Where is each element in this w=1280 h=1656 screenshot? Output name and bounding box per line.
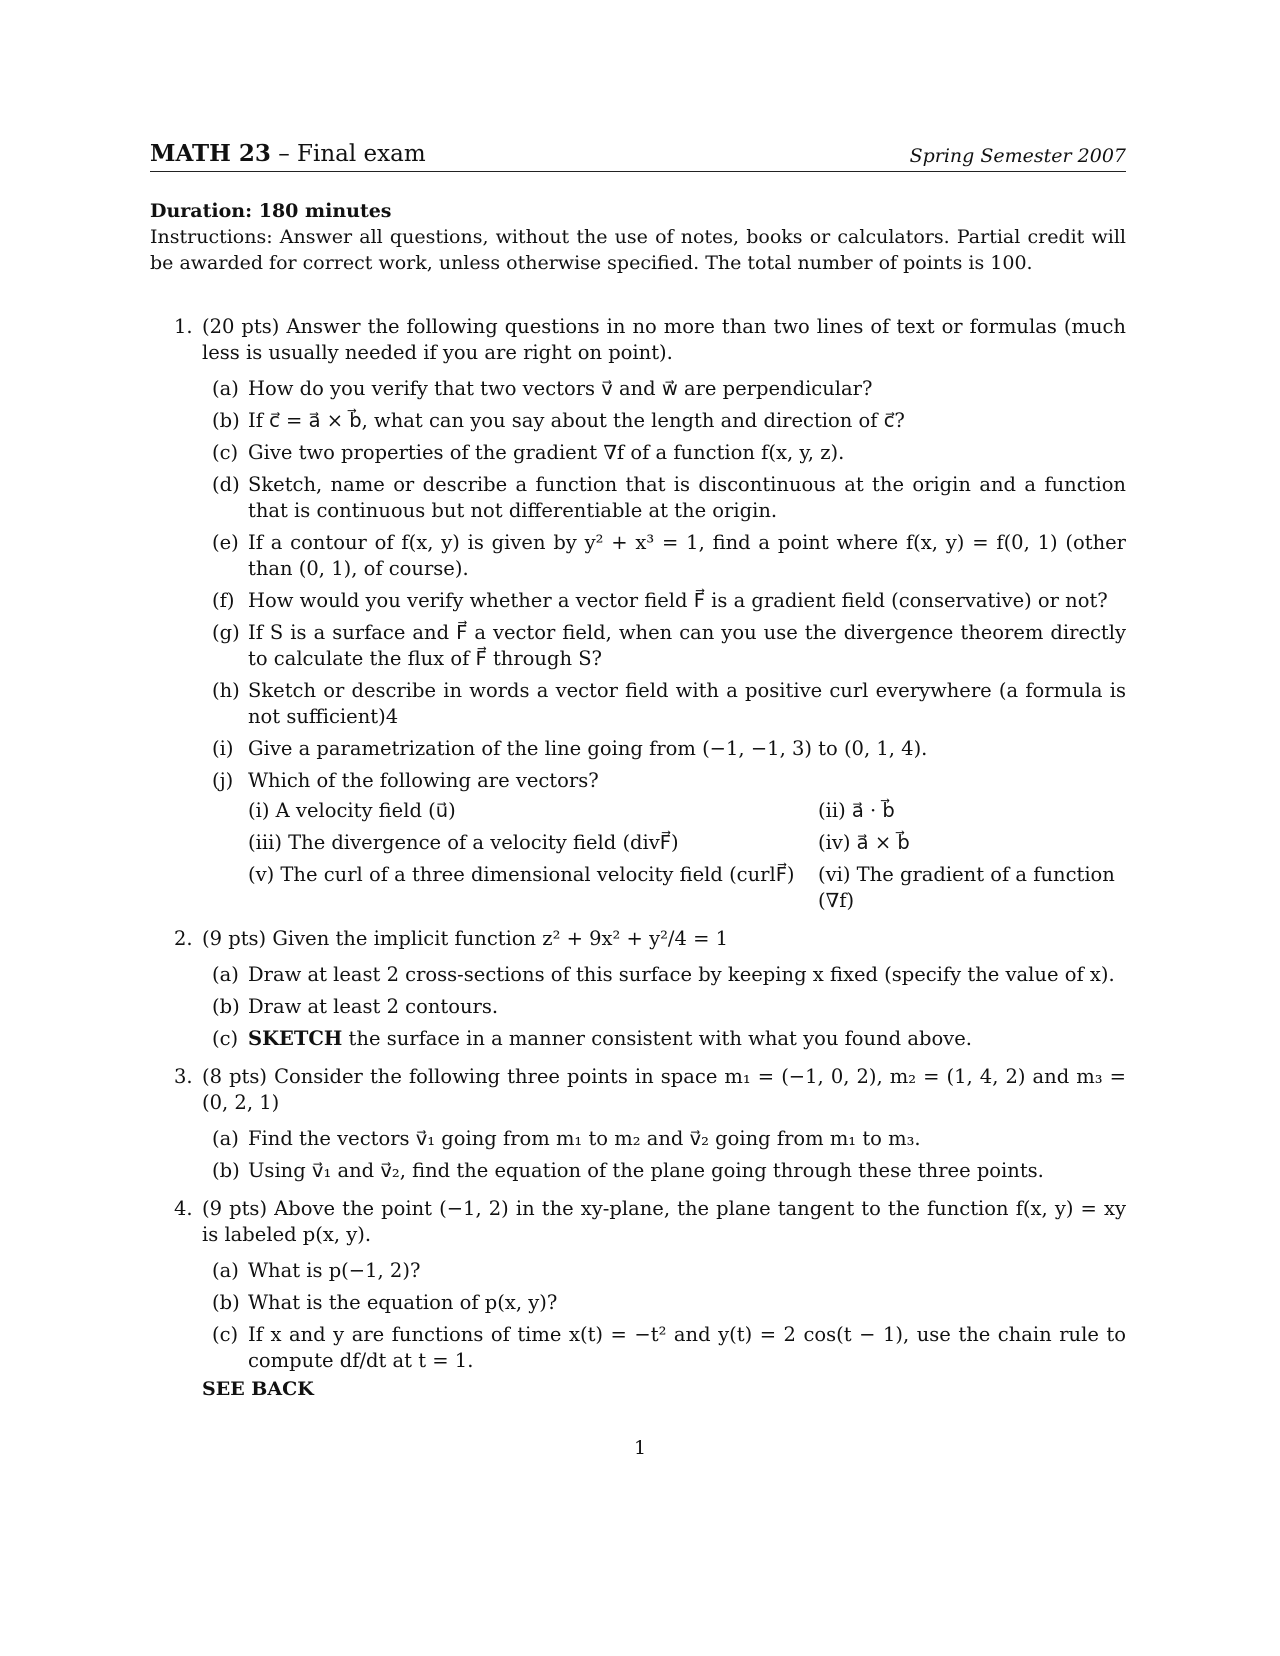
part-label: (b) <box>212 1159 240 1182</box>
problem-number: 1. <box>174 315 193 338</box>
part-text: the surface in a manner consistent with what you found above. <box>342 1027 972 1050</box>
part-1c <box>202 440 1126 466</box>
part-label: (b) <box>212 995 240 1018</box>
part-text: How do you verify that two vectors v⃗ and w⃗ are perpendicular? <box>248 377 873 400</box>
part-label: (g) <box>212 621 240 644</box>
course-code: MATH 23 <box>150 140 271 167</box>
part-text: Find the vectors v⃗₁ going from m₁ to m₂ and v⃗₂ going from m₁ to m₃. <box>248 1127 921 1150</box>
part-label: (e) <box>212 531 239 554</box>
exam-page <box>150 140 1126 1386</box>
part-emphasis: SKETCH <box>248 1027 343 1050</box>
part-label: (d) <box>212 473 240 496</box>
problem-text: (20 pts) Answer the following questions in no more than two lines of text or formulas (much less is usually needed if you are right on point). <box>202 315 1126 364</box>
problem-parts <box>202 376 1126 914</box>
vector-option: (i) A velocity field (u⃗) <box>248 799 456 822</box>
part-4b <box>202 1290 1126 1316</box>
problem-number: 2. <box>174 927 193 950</box>
part-2c <box>202 1026 1126 1052</box>
part-2b <box>202 994 1126 1020</box>
vector-options <box>248 798 1126 914</box>
duration: Duration: 180 minutes <box>150 200 392 222</box>
part-text: If a contour of f(x, y) is given by y² + x³ = 1, find a point where f(x, y) = f(0, 1) (other than (0, 1), of course). <box>248 531 1126 580</box>
part-3a <box>202 1126 1126 1152</box>
exam-header <box>150 140 1126 172</box>
exam-name: – Final exam <box>270 141 426 167</box>
part-text: Give a parametrization of the line going from (−1, −1, 3) to (0, 1, 4). <box>248 737 928 760</box>
part-label: (i) <box>212 737 234 760</box>
part-text: Sketch or describe in words a vector field with a positive curl everywhere (a formula is not sufficient)4 <box>248 679 1126 728</box>
problem-1 <box>150 314 1126 914</box>
problem-2 <box>150 926 1126 1052</box>
part-text: Sketch, name or describe a function that is discontinuous at the origin and a function that is continuous but not differentiable at the origin. <box>248 473 1126 522</box>
part-text: Draw at least 2 cross-sections of this surface by keeping x fixed (specify the value of x). <box>248 963 1115 986</box>
vector-option: (v) The curl of a three dimensional velocity field (curlF⃗) <box>248 863 795 886</box>
part-label: (c) <box>212 1027 239 1050</box>
part-1e <box>202 530 1126 582</box>
problem-text: (9 pts) Given the implicit function z² + 9x² + y²/4 = 1 <box>202 927 729 950</box>
vector-option: (ii) a⃗ · b⃗ <box>818 799 895 822</box>
part-label: (b) <box>212 409 240 432</box>
problem-4 <box>150 1196 1126 1374</box>
vector-option: (iii) The divergence of a velocity field (divF⃗) <box>248 831 679 854</box>
part-4c <box>202 1322 1126 1374</box>
part-1f <box>202 588 1126 614</box>
part-label: (a) <box>212 1127 239 1150</box>
see-back-note: SEE BACK <box>202 1378 314 1400</box>
problem-number: 3. <box>174 1065 193 1088</box>
part-text: If c⃗ = a⃗ × b⃗, what can you say about the length and direction of c⃗? <box>248 409 905 432</box>
part-label: (b) <box>212 1291 240 1314</box>
course-title <box>150 140 426 167</box>
problem-3 <box>150 1064 1126 1184</box>
page-number: 1 <box>633 1437 647 1459</box>
part-1a <box>202 376 1126 402</box>
part-label: (f) <box>212 589 235 612</box>
part-label: (a) <box>212 963 239 986</box>
part-1h <box>202 678 1126 730</box>
part-text: What is the equation of p(x, y)? <box>248 1291 558 1314</box>
problem-text: (9 pts) Above the point (−1, 2) in the xy-plane, the plane tangent to the function f(x, y) = xy is labeled p(x, y). <box>202 1197 1126 1246</box>
part-text: Which of the following are vectors? <box>248 769 599 792</box>
part-4a <box>202 1258 1126 1284</box>
vector-option: (iv) a⃗ × b⃗ <box>818 831 910 854</box>
problem-list <box>150 314 1126 1374</box>
part-text: What is p(−1, 2)? <box>248 1259 421 1282</box>
part-text: How would you verify whether a vector field F⃗ is a gradient field (conservative) or not? <box>248 589 1108 612</box>
problem-text: (8 pts) Consider the following three points in space m₁ = (−1, 0, 2), m₂ = (1, 4, 2) and m₃ = (0, 2, 1) <box>202 1065 1126 1114</box>
part-1i <box>202 736 1126 762</box>
problem-parts <box>202 1126 1126 1184</box>
instructions: Instructions: Answer all questions, without the use of notes, books or calculators. Partial credit will be awarded for correct work, unless otherwise specified. The total number of points is 100. <box>150 226 1126 274</box>
part-1g <box>202 620 1126 672</box>
problem-parts <box>202 962 1126 1052</box>
part-1d <box>202 472 1126 524</box>
part-label: (a) <box>212 1259 239 1282</box>
part-text: Draw at least 2 contours. <box>248 995 499 1018</box>
problem-number: 4. <box>174 1197 193 1220</box>
part-text: If x and y are functions of time x(t) = −t² and y(t) = 2 cos(t − 1), use the chain rule to compute df/dt at t = 1. <box>248 1323 1126 1372</box>
part-label: (a) <box>212 377 239 400</box>
vector-option: (vi) The gradient of a function (∇f) <box>818 863 1115 912</box>
part-text: If S is a surface and F⃗ a vector field, when can you use the divergence theorem directly to calculate the flux of F⃗ through S? <box>248 621 1126 670</box>
part-text: Using v⃗₁ and v⃗₂, find the equation of the plane going through these three points. <box>248 1159 1044 1182</box>
part-label: (h) <box>212 679 240 702</box>
semester: Spring Semester 2007 <box>909 145 1126 167</box>
problem-parts <box>202 1258 1126 1374</box>
part-text: Give two properties of the gradient ∇f of a function f(x, y, z). <box>248 441 845 464</box>
part-label: (c) <box>212 1323 239 1346</box>
part-1b <box>202 408 1126 434</box>
part-label: (j) <box>212 769 234 792</box>
part-2a <box>202 962 1126 988</box>
part-1j <box>202 768 1126 914</box>
part-3b <box>202 1158 1126 1184</box>
part-label: (c) <box>212 441 239 464</box>
